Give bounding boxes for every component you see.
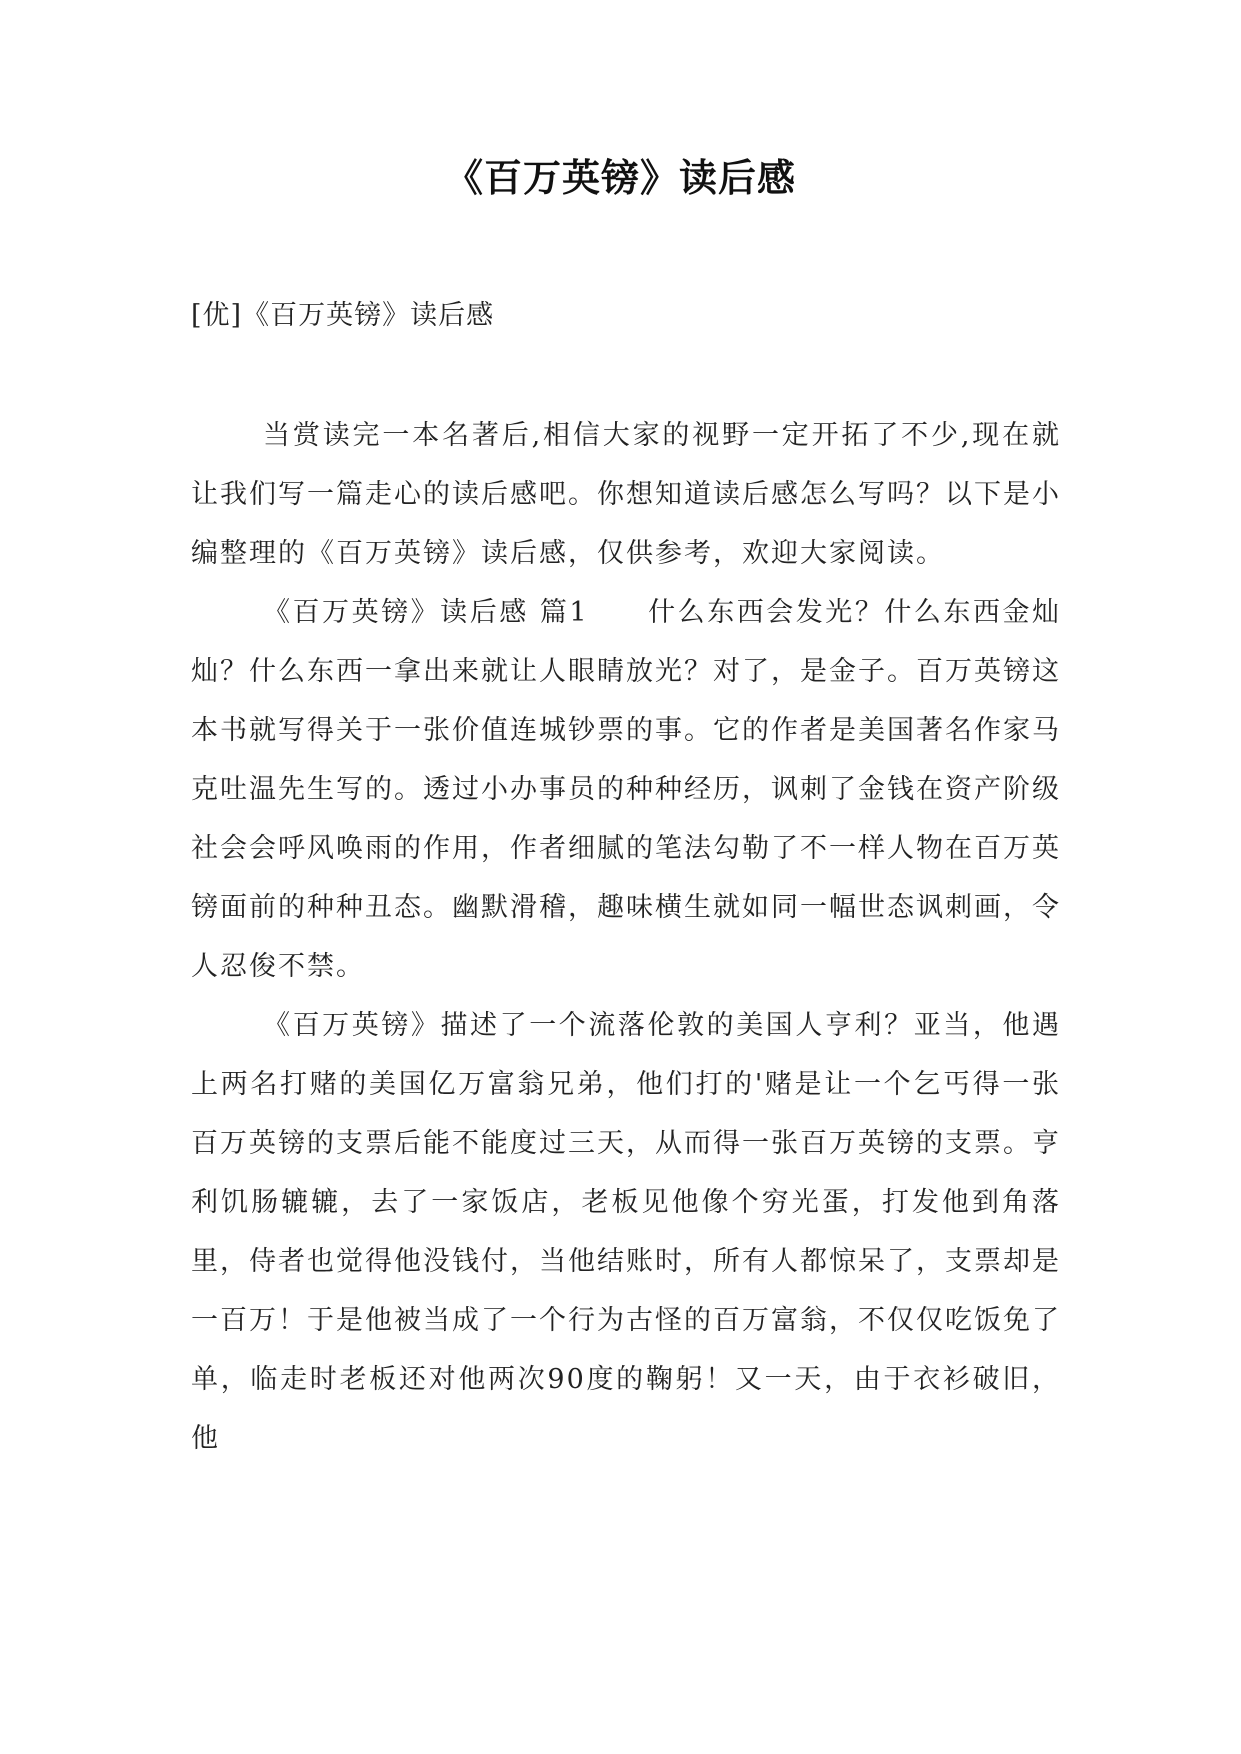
intro-paragraph: 当赏读完一本名著后,相信大家的视野一定开拓了不少,现在就让我们写一篇走心的读后感吧。你想知道读后感怎么写吗？以下是小编整理的《百万英镑》读后感，仅供参考，欢迎大家阅读。 [191,420,1061,569]
document-body [191,406,1061,1468]
document-subtitle: [优]《百万英镑》读后感 [191,300,495,331]
body-paragraph: 《百万英镑》描述了一个流落伦敦的美国人亨利？亚当，他遇上两名打赌的美国亿万富翁兄弟，他们打的'赌是让一个乞丐得一张百万英镑的支票后能不能度过三天，从而得一张百万英镑的支票。亨利饥肠辘辘，去了一家饭店，老板见他像个穷光蛋，打发他到角落里，侍者也觉得他没钱付，当他结账时，所有人都惊呆了，支票却是一百万！于是他被当成了一个行为古怪的百万富翁，不仅仅吃饭免了单，临走时老板还对他两次90度的鞠躬！又一天，由于衣衫破旧，他 [191,1010,1061,1454]
document-title: 《百万英镑》读后感 [444,156,796,200]
body-paragraph: 《百万英镑》读后感 篇1 什么东西会发光？什么东西金灿灿？什么东西一拿出来就让人眼睛放光？对了，是金子。百万英镑这本书就写得关于一张价值连城钞票的事。它的作者是美国著名作家马克吐温先生写的。透过小办事员的种种经历，讽刺了金钱在资产阶级社会会呼风唤雨的作用，作者细腻的笔法勾勒了不一样人物在百万英镑面前的种种丑态。幽默滑稽，趣味横生就如同一幅世态讽刺画，令人忍俊不禁。 [191,597,1061,982]
